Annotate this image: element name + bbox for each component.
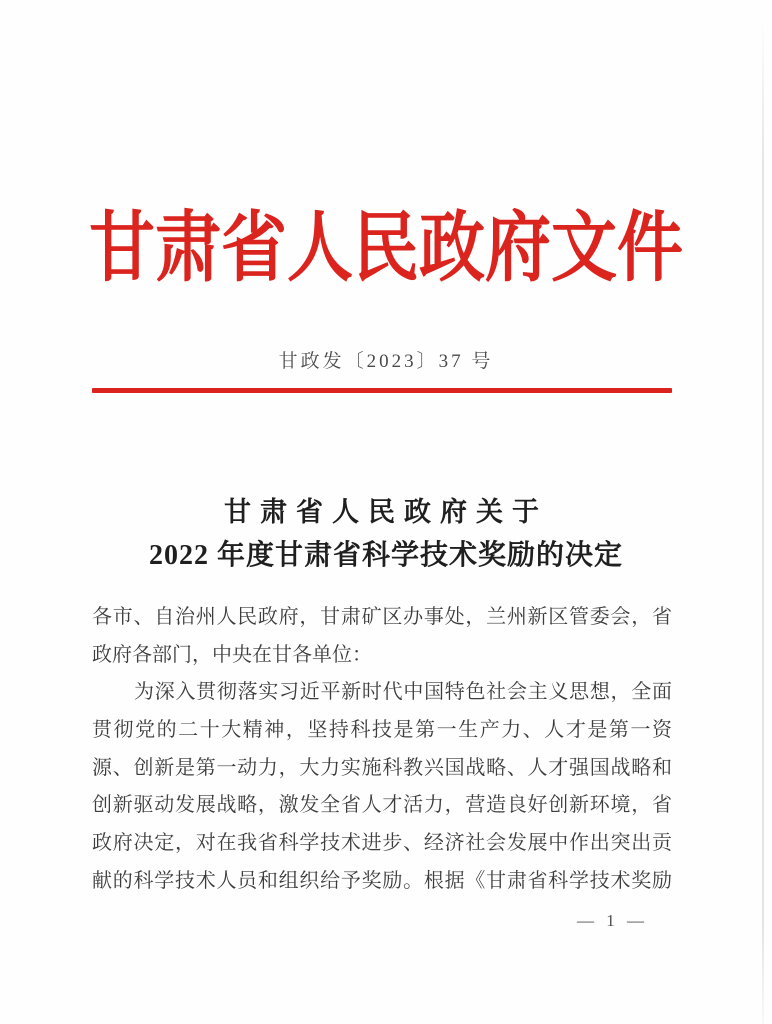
red-divider-line [92,388,672,393]
body-line-paragraph-6: 献的科学技术人员和组织给予奖励。根据《甘肃省科学技术奖励 [92,869,672,892]
document-title-line-2: 2022 年度甘肃省科学技术奖励的决定 [148,540,623,571]
body-line-recipients-1: 各市、自治州人民政府，甘肃矿区办事处，兰州新区管委会，省 [92,606,672,628]
page-number: — 1 — [577,911,648,930]
body-line-paragraph-5: 政府决定，对在我省科学技术进步、经济社会发展中作出突出贡 [92,832,672,855]
body-line-recipients-2: 政府各部门，中央在甘各单位： [92,643,372,666]
body-line-paragraph-2: 贯彻党的二十大精神，坚持科技是第一生产力、人才是第一资 [92,719,672,742]
document-body [92,599,672,901]
document-header-title: 甘肃省人民政府文件 [89,206,683,292]
document-title [0,491,772,578]
body-line-paragraph-4: 创新驱动发展战略，激发全省人才活力，营造良好创新环境，省 [92,794,672,817]
body-line-paragraph-3: 源、创新是第一动力，大力实施科教兴国战略、人才强国战略和 [92,756,672,779]
document-title-line-1: 甘肃省人民政府关于 [224,497,548,527]
body-line-paragraph-1: 为深入贯彻落实习近平新时代中国特色社会主义思想，全面 [134,681,672,704]
document-number: 甘政发〔2023〕37 号 [278,351,494,372]
